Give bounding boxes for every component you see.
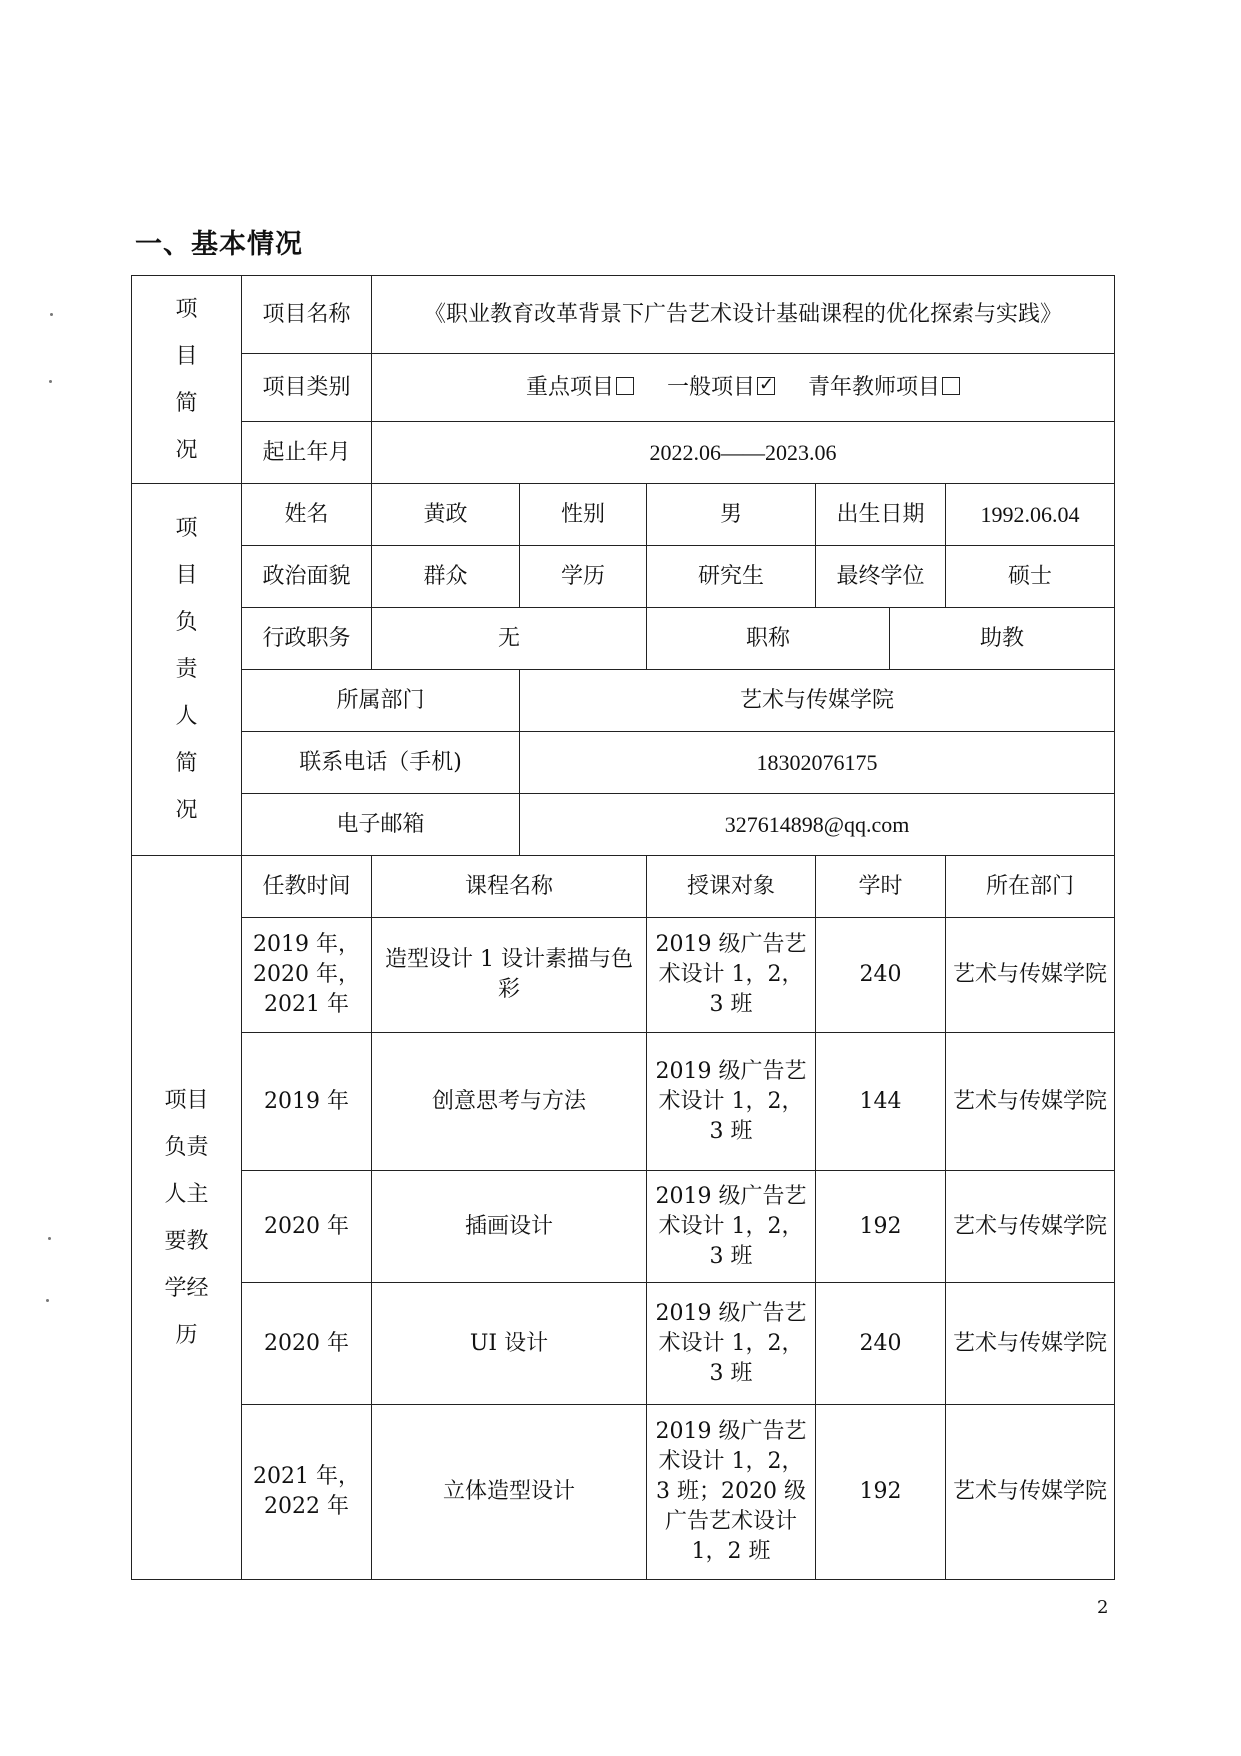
email-value: 327614898@qq.com xyxy=(520,794,1115,856)
header-time: 任教时间 xyxy=(242,856,372,918)
gender-label: 性别 xyxy=(520,484,647,546)
row-course: 创意思考与方法 xyxy=(372,1033,647,1171)
row-course: 造型设计 1 设计素描与色彩 xyxy=(372,918,647,1033)
row-hours: 240 xyxy=(816,1283,946,1405)
table-row xyxy=(132,1405,1115,1580)
row-time: 2019 年 xyxy=(242,1033,372,1171)
row-time: 2021 年，2022 年 xyxy=(242,1405,372,1580)
period-label: 起止年月 xyxy=(242,422,372,484)
scan-speck xyxy=(49,380,52,383)
type-general-project-label: 一般项目 xyxy=(667,374,756,400)
department-value: 艺术与传媒学院 xyxy=(520,670,1115,732)
row-department: 艺术与传媒学院 xyxy=(946,1405,1115,1580)
type-key-project-label: 重点项目 xyxy=(525,374,614,400)
row-target: 2019 级广告艺术设计 1，2，3 班 xyxy=(647,1033,816,1171)
section-heading: 一、基本情况 xyxy=(135,229,303,260)
name-label: 姓名 xyxy=(242,484,372,546)
politics-value: 群众 xyxy=(372,546,520,608)
politics-label: 政治面貌 xyxy=(242,546,372,608)
row-hours: 192 xyxy=(816,1405,946,1580)
project-name-label: 项目名称 xyxy=(242,276,372,354)
scan-speck xyxy=(50,313,53,316)
phone-label: 联系电话（手机) xyxy=(242,732,520,794)
row-time: 2019 年，2020 年，2021 年 xyxy=(242,918,372,1033)
type-key-project-checkbox[interactable] xyxy=(616,377,634,395)
education-label: 学历 xyxy=(520,546,647,608)
row-department: 艺术与传媒学院 xyxy=(946,1171,1115,1283)
row-time: 2020 年 xyxy=(242,1283,372,1405)
row-target: 2019 级广告艺术设计 1，2，3 班 xyxy=(647,918,816,1033)
birth-label: 出生日期 xyxy=(816,484,946,546)
row-department: 艺术与传媒学院 xyxy=(946,918,1115,1033)
row-course: 插画设计 xyxy=(372,1171,647,1283)
row-department: 艺术与传媒学院 xyxy=(946,1283,1115,1405)
admin-post-label: 行政职务 xyxy=(242,608,372,670)
phone-value: 18302076175 xyxy=(520,732,1115,794)
admin-post-value: 无 xyxy=(372,608,647,670)
header-department: 所在部门 xyxy=(946,856,1115,918)
email-label: 电子邮箱 xyxy=(242,794,520,856)
degree-label: 最终学位 xyxy=(816,546,946,608)
title-value: 助教 xyxy=(890,608,1115,670)
leader-profile-label: 项 目 负 责 人 简 况 xyxy=(132,484,242,856)
scan-speck xyxy=(48,1237,51,1240)
type-young-teacher-project-checkbox[interactable] xyxy=(942,377,960,395)
row-target: 2019 级广告艺术设计 1，2，3 班；2020 级广告艺术设计 1，2 班 xyxy=(647,1405,816,1580)
header-course: 课程名称 xyxy=(372,856,647,918)
degree-value: 硕士 xyxy=(946,546,1115,608)
period-value: 2022.06——2023.06 xyxy=(372,422,1115,484)
table-row xyxy=(132,1283,1115,1405)
row-hours: 240 xyxy=(816,918,946,1033)
table-row xyxy=(132,1033,1115,1171)
type-young-teacher-project-label: 青年教师项目 xyxy=(808,374,941,400)
row-hours: 192 xyxy=(816,1171,946,1283)
teaching-experience-label: 项目 负责 人主 要教 学经 历 xyxy=(132,856,242,1580)
gender-value: 男 xyxy=(647,484,816,546)
type-general-project-checkbox[interactable] xyxy=(757,377,775,395)
page-number: 2 xyxy=(1097,1597,1109,1618)
project-name-value: 《职业教育改革背景下广告艺术设计基础课程的优化探索与实践》 xyxy=(372,276,1115,354)
birth-value: 1992.06.04 xyxy=(946,484,1115,546)
row-hours: 144 xyxy=(816,1033,946,1171)
title-label: 职称 xyxy=(647,608,890,670)
header-hours: 学时 xyxy=(816,856,946,918)
table-row xyxy=(132,918,1115,1033)
table-row xyxy=(132,1171,1115,1283)
row-target: 2019 级广告艺术设计 1，2，3 班 xyxy=(647,1283,816,1405)
project-overview-label: 项 目 简 况 xyxy=(132,276,242,484)
department-label: 所属部门 xyxy=(242,670,520,732)
row-course: UI 设计 xyxy=(372,1283,647,1405)
row-course: 立体造型设计 xyxy=(372,1405,647,1580)
row-time: 2020 年 xyxy=(242,1171,372,1283)
name-value: 黄政 xyxy=(372,484,520,546)
project-type-label: 项目类别 xyxy=(242,354,372,422)
header-target: 授课对象 xyxy=(647,856,816,918)
project-type-options xyxy=(372,354,1115,422)
scan-speck xyxy=(46,1299,49,1302)
row-department: 艺术与传媒学院 xyxy=(946,1033,1115,1171)
education-value: 研究生 xyxy=(647,546,816,608)
basic-info-form xyxy=(131,275,1115,1580)
row-target: 2019 级广告艺术设计 1，2，3 班 xyxy=(647,1171,816,1283)
